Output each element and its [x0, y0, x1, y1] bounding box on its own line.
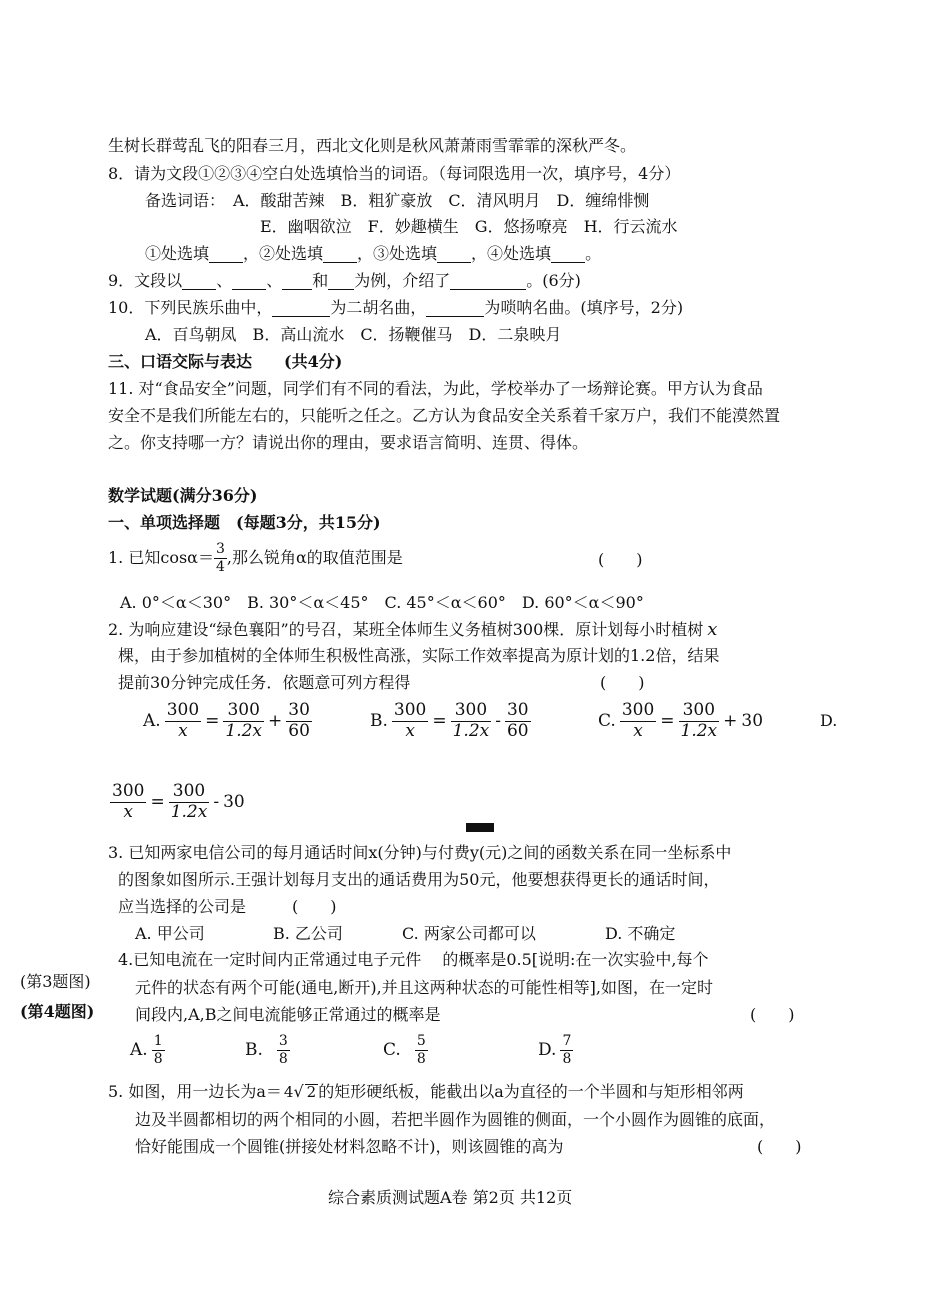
- mq1-num: 3: [215, 541, 225, 557]
- mq3-option-d: D. 不确定: [605, 924, 676, 943]
- q9-text-d: 和: [312, 271, 329, 290]
- mq3-line-2: 的图象如图所示.王强计划每月支出的通话费用为50元，他要想获得更长的通话时间，: [118, 870, 720, 889]
- q9-text-f: 。(6分): [526, 271, 581, 290]
- mq5-text-b: 的矩形硬纸板，能截出以a为直径的一个半圆和与矩形相邻两: [318, 1082, 744, 1101]
- question-8-options-1: 备选词语： A．酸甜苦辣 B．粗犷豪放 C．清风明月 D．缠绵悱恻: [145, 191, 650, 210]
- math-title: 数学试题(满分36分): [108, 486, 258, 505]
- mq2-answer-paren[interactable]: ( ): [600, 673, 645, 692]
- mq1-text-a: 1. 已知cosα＝: [108, 548, 214, 568]
- mq4-d-label: D.: [538, 1039, 557, 1060]
- fill-label-3: ，③处选填: [357, 244, 438, 263]
- numerator: 300: [112, 781, 145, 801]
- mq2-a-frac-3: [286, 702, 312, 741]
- mq4-option-a: [130, 1034, 165, 1066]
- figure-3-caption: (第3题图): [20, 972, 91, 991]
- numerator: 300: [451, 702, 492, 722]
- mq3-answer-paren[interactable]: ( ): [292, 897, 337, 916]
- mq1-options: A. 0°＜α＜30° B. 30°＜α＜45° C. 45°＜α＜60° D. 60°＜α＜90°: [120, 593, 644, 612]
- mq4-line-2: 元件的状态有两个可能(通电,断开),并且这两种状态的可能性相等],如图，在一定时: [135, 978, 713, 997]
- mq2-d-frac-2: [169, 783, 210, 822]
- mq4-b-frac: [277, 1034, 290, 1066]
- plus: +: [268, 710, 283, 731]
- mq5-radicand: 2: [306, 1083, 317, 1101]
- page-footer: 综合素质测试题A卷 第2页 共12页: [328, 1188, 573, 1207]
- q9-text-b: 、: [216, 271, 233, 290]
- mq2-b-frac-1: [392, 702, 428, 741]
- denominator: 60: [288, 720, 310, 741]
- mq2-line-1: [108, 621, 717, 639]
- q10-blank-1[interactable]: [272, 300, 330, 317]
- plus: +: [723, 710, 738, 731]
- mq4-option-b: [245, 1034, 290, 1066]
- numerator: 300: [393, 700, 427, 720]
- q9-text-e: 为例，介绍了: [354, 271, 451, 290]
- page-marker: [466, 823, 494, 832]
- mq4-line-1: 4.已知电流在一定时间内正常通过电子元件 的概率是0.5[说明:在一次实验中,每个: [118, 950, 709, 969]
- answer-blank-2[interactable]: [323, 246, 357, 263]
- mq5-line-3: 恰好能围成一个圆锥(拼接处材料忽略不计)，则该圆锥的高为: [135, 1137, 564, 1156]
- mq4-b-label: B.: [245, 1039, 263, 1060]
- q9-text-c: 、: [266, 271, 283, 290]
- q9-blank-2[interactable]: [232, 273, 266, 290]
- q9-text-a: 9．文段以: [108, 271, 183, 290]
- minus: -: [495, 710, 501, 731]
- question-8-fill: [145, 246, 601, 263]
- mq2-b-frac-3: [505, 702, 531, 741]
- section-1-heading: 一、单项选择题 (每题3分，共15分): [108, 513, 381, 532]
- mq2-line-2: 棵，由于参加植树的全体师生积极性高涨，实际工作效率提高为原计划的1.2倍，结果: [118, 646, 720, 665]
- denominator: 8: [562, 1050, 572, 1067]
- mq4-d-frac: [560, 1034, 573, 1066]
- mq2-option-d: [110, 783, 245, 822]
- mq4-c-label: C.: [383, 1039, 401, 1060]
- numerator: 1: [153, 1033, 163, 1049]
- numerator: 30: [288, 700, 310, 720]
- mq1-fraction: [214, 542, 227, 574]
- answer-blank-3[interactable]: [437, 246, 471, 263]
- mq2-c-label: C.: [598, 710, 616, 731]
- question-11-line-1: 11. 对“食品安全”问题，同学们有不同的看法，为此，学校举办了一场辩论赛。甲方认为食品: [108, 379, 763, 398]
- question-8: 8．请为文段①②③④空白处选填恰当的词语。（每词限选用一次，填序号，4分）: [108, 164, 681, 183]
- numerator: 5: [416, 1033, 426, 1049]
- numerator: 300: [679, 702, 720, 722]
- q10-text-c: 为唢呐名曲。(填序号，2分): [484, 298, 684, 317]
- question-10: [108, 300, 683, 317]
- question-10-options: A．百鸟朝凤 B．高山流水 C．扬鞭催马 D．二泉映月: [145, 325, 562, 344]
- q9-blank-5[interactable]: [450, 273, 526, 290]
- mq2-a-frac-1: [165, 702, 201, 741]
- mq2-d-frac-1: [110, 783, 146, 822]
- numerator: 3: [278, 1033, 288, 1049]
- mq4-answer-paren[interactable]: ( ): [750, 1005, 795, 1024]
- denominator: x: [405, 720, 415, 741]
- denominator: 1.2x: [170, 801, 208, 822]
- equals: =: [432, 710, 447, 731]
- mq1-text-b: ,那么锐角α的取值范围是: [226, 548, 403, 568]
- constant-30: 30: [223, 791, 245, 812]
- numerator: 30: [506, 700, 529, 720]
- mq5-line-2: 边及半圆都相切的两个相同的小圆，若把半圆作为圆锥的侧面，一个小圆作为圆锥的底面，: [135, 1110, 776, 1129]
- mq2-text-1: 2. 为响应建设“绿色襄阳”的号召，某班全体师生义务植树300棵．原计划每小时植树: [108, 620, 704, 639]
- q10-text-a: 10．下列民族乐曲中，: [108, 298, 273, 317]
- equals: =: [660, 710, 675, 731]
- mq2-a-label: A.: [143, 710, 161, 731]
- mq2-line-3: 提前30分钟完成任务．依题意可列方程得: [118, 673, 411, 692]
- fill-label-4: ，④处选填: [471, 244, 552, 263]
- mq5-text-a: 5. 如图，用一边长为a＝: [108, 1082, 282, 1101]
- mq2-c-frac-1: [620, 702, 656, 741]
- section-3-heading: 三、口语交际与表达 (共4分): [108, 352, 343, 371]
- fill-end: 。: [585, 244, 602, 263]
- denominator: 1.2x: [680, 720, 718, 741]
- math-question-1: [108, 542, 403, 574]
- denominator: 1.2x: [452, 720, 490, 741]
- figure-4-caption: (第4题图): [20, 1002, 95, 1021]
- question-9: [108, 273, 581, 290]
- denominator: x: [633, 720, 643, 741]
- denominator: 1.2x: [225, 720, 263, 741]
- denominator: 60: [506, 720, 529, 741]
- mq2-option-b: [370, 702, 531, 741]
- mq5-answer-paren[interactable]: ( ): [757, 1137, 802, 1156]
- minus: -: [213, 791, 220, 812]
- mq1-den: 4: [215, 558, 225, 575]
- mq2-option-a: [143, 702, 312, 741]
- mq4-a-frac: [152, 1034, 165, 1066]
- answer-blank-4[interactable]: [551, 246, 585, 263]
- fill-label-1: ①处选填: [145, 244, 210, 263]
- mq5-line-1: 5. 如图，用一边长为a＝ 4 √ 2 的矩形硬纸板，能截出以a为直径的一个半圆和与矩形相邻两: [108, 1082, 744, 1101]
- constant-30: 30: [741, 710, 764, 731]
- mq2-b-label: B.: [370, 710, 388, 731]
- mq3-option-c: C. 两家公司都可以: [402, 924, 536, 943]
- mq2-d-label: D.: [820, 711, 838, 730]
- q9-blank-3[interactable]: [282, 273, 312, 290]
- mq1-answer-paren[interactable]: ( ): [598, 550, 643, 569]
- mq2-a-frac-2: [223, 702, 264, 741]
- numerator: 7: [562, 1033, 572, 1049]
- mq2-x: x: [707, 619, 718, 640]
- numerator: 300: [166, 700, 200, 720]
- denominator: x: [178, 720, 188, 741]
- mq3-line-3: 应当选择的公司是: [118, 897, 247, 916]
- mq3-line-1: 3. 已知两家电信公司的每月通话时间x(分钟)与付费y(元)之间的函数关系在同一坐标系中: [108, 843, 732, 862]
- mq4-a-label: A.: [130, 1039, 148, 1060]
- numerator: 300: [223, 702, 264, 722]
- question-8-options-2: E．幽咽欲泣 F．妙趣横生 G．悠扬嘹亮 H．行云流水: [260, 217, 678, 236]
- mq3-option-b: B. 乙公司: [273, 924, 343, 943]
- mq2-option-c: [598, 702, 763, 741]
- q10-text-b: 为二胡名曲，: [330, 298, 427, 317]
- denominator: x: [123, 801, 134, 822]
- answer-blank-1[interactable]: [209, 246, 243, 263]
- numerator: 300: [169, 783, 210, 803]
- denominator: 8: [153, 1050, 163, 1067]
- mq5-coef: 4: [283, 1082, 294, 1101]
- passage-tail: 生树长群莺乱飞的阳春三月，西北文化则是秋风萧萧雨雪霏霏的深秋严冬。: [108, 136, 637, 155]
- mq3-option-a: A. 甲公司: [135, 924, 205, 943]
- question-11-line-3: 之。你支持哪一方？请说出你的理由，要求语言简明、连贯、得体。: [108, 433, 589, 452]
- mq4-option-c: [383, 1034, 428, 1066]
- denominator: 8: [416, 1050, 426, 1067]
- fill-label-2: ，②处选填: [243, 244, 324, 263]
- numerator: 300: [621, 700, 655, 720]
- q10-blank-2[interactable]: [426, 300, 484, 317]
- mq2-b-frac-2: [451, 702, 492, 741]
- equals: =: [205, 710, 220, 731]
- mq4-option-d: [538, 1034, 573, 1066]
- mq4-line-3: 间段内,A,B之间电流能够正常通过的概率是: [135, 1005, 441, 1024]
- q9-blank-4[interactable]: [328, 273, 354, 290]
- mq4-c-frac: [415, 1034, 428, 1066]
- equals: =: [150, 791, 165, 812]
- q9-blank-1[interactable]: [182, 273, 216, 290]
- question-11-line-2: 安全不是我们所能左右的，只能听之任之。乙方认为食品安全关系着千家万户，我们不能漠然置: [108, 406, 781, 425]
- denominator: 8: [278, 1050, 288, 1067]
- mq2-c-frac-2: [679, 702, 720, 741]
